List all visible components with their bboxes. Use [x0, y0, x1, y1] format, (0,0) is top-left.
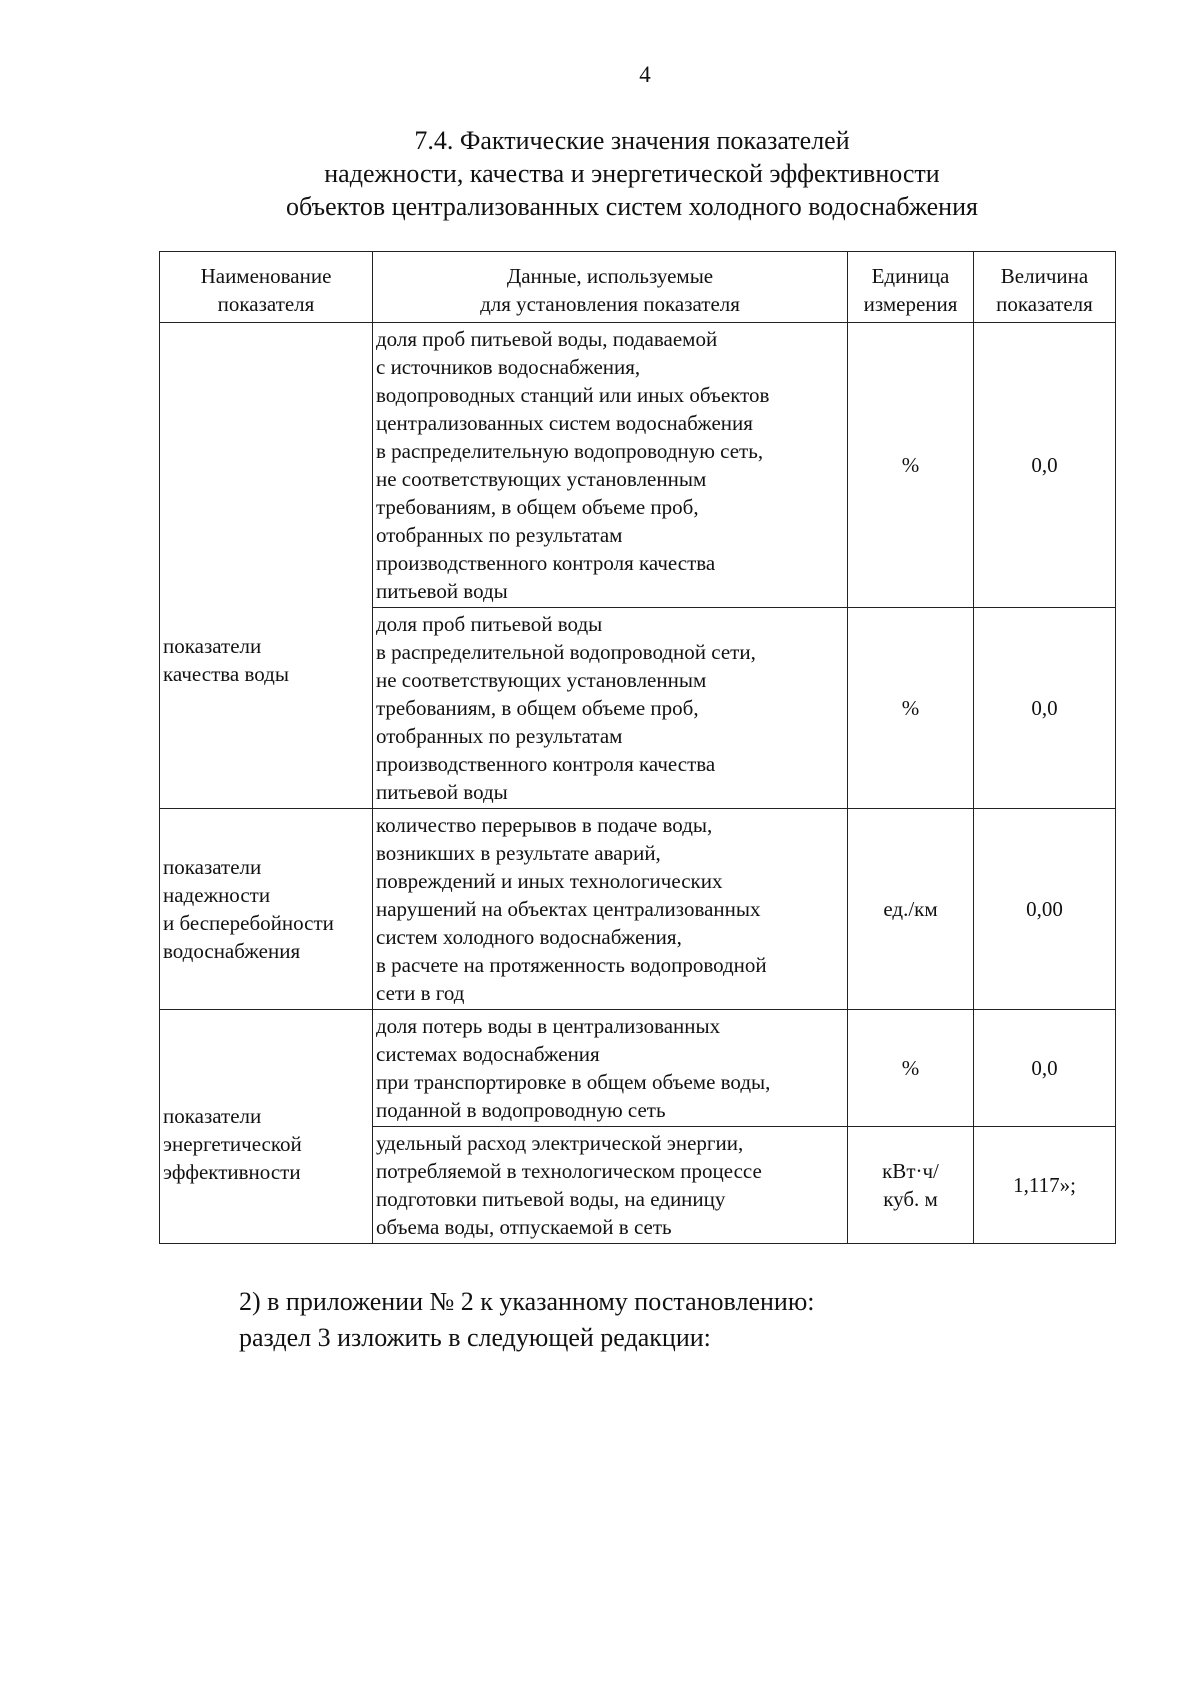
header-indicator-name: Наименование показателя: [160, 252, 373, 323]
indicator-group-name: показатели энергетической эффективности: [160, 1010, 373, 1244]
indicator-value: 0,0: [974, 323, 1116, 608]
unit-of-measure: %: [848, 323, 974, 608]
footer-line-2: раздел 3 изложить в следующей редакции:: [239, 1323, 711, 1352]
table-body: [160, 323, 1116, 1244]
unit-of-measure: кВт·ч/ куб. м: [848, 1127, 974, 1244]
indicator-description: доля проб питьевой воды, подаваемой с источников водоснабжения, водопроводных станций или иных объектов централизованных систем водоснабжения в распределительную водопроводную сеть, не соответствующих установленным требованиям, в общем объеме проб, отобранных по результатам производственного контроля качества питьевой воды: [373, 323, 848, 608]
indicator-group-name: показатели качества воды: [160, 323, 373, 809]
footer-line-1: 2) в приложении № 2 к указанному постановлению:: [239, 1287, 815, 1316]
indicators-table: [159, 251, 1116, 1244]
indicator-description: удельный расход электрической энергии, потребляемой в технологическом процессе подготовки питьевой воды, на единицу объема воды, отпускаемой в сеть: [373, 1127, 848, 1244]
page-number: 4: [639, 62, 651, 87]
header-value: Величина показателя: [974, 252, 1116, 323]
table-row: [160, 323, 1116, 608]
table-header-row: [160, 252, 1116, 323]
section-title: [0, 124, 1200, 223]
indicator-value: 1,117»;: [974, 1127, 1116, 1244]
unit-of-measure: ед./км: [848, 809, 974, 1010]
header-indicator-data: Данные, используемые для установления показателя: [373, 252, 848, 323]
unit-of-measure: %: [848, 1010, 974, 1127]
header-unit: Единица измерения: [848, 252, 974, 323]
unit-of-measure: %: [848, 608, 974, 809]
table-row: [160, 1010, 1116, 1127]
indicator-value: 0,0: [974, 608, 1116, 809]
indicator-description: доля проб питьевой воды в распределительной водопроводной сети, не соответствующих установленным требованиям, в общем объеме проб, отобранных по результатам производственного контроля качества питьевой воды: [373, 608, 848, 809]
indicator-value: 0,0: [974, 1010, 1116, 1127]
indicator-value: 0,00: [974, 809, 1116, 1010]
title-line-3: объектов централизованных систем холодного водоснабжения: [286, 192, 978, 221]
table-row: [160, 809, 1116, 1010]
indicator-group-name: показатели надежности и бесперебойности водоснабжения: [160, 809, 373, 1010]
indicator-description: количество перерывов в подаче воды, возникших в результате аварий, повреждений и иных технологических нарушений на объектах централизованных систем холодного водоснабжения, в расчете на протяженность водопроводной сети в год: [373, 809, 848, 1010]
indicator-description: доля потерь воды в централизованных системах водоснабжения при транспортировке в общем объеме воды, поданной в водопроводную сеть: [373, 1010, 848, 1127]
title-line-2: надежности, качества и энергетической эффективности: [324, 159, 940, 188]
title-line-1: 7.4. Фактические значения показателей: [414, 126, 850, 155]
footer-text: [239, 1284, 814, 1356]
